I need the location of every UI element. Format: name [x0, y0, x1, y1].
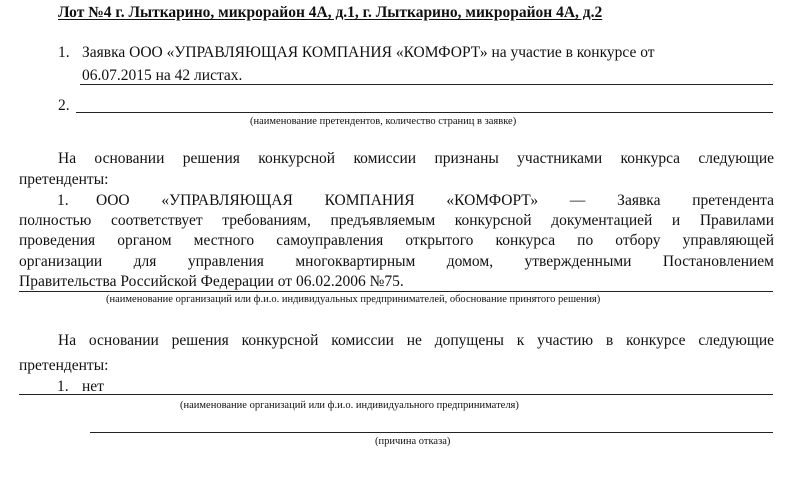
admitted-intro-line-2: претенденты:: [19, 171, 109, 188]
rejected-item-value: нет: [82, 378, 104, 395]
lot-title: Лот №4 г. Лыткарино, микрорайон 4А, д.1, г. Лыткарино, микрорайон 4А, д.2: [58, 4, 603, 21]
admitted-intro-line-1: На основании решения конкурсной комиссии признаны участниками конкурса следующие: [58, 150, 774, 167]
rejected-name-underline: [19, 394, 773, 395]
application-2-underline: [76, 112, 773, 113]
rejected-name-caption: (наименование организаций или ф.и.о. индивидуального предпринимателя): [180, 400, 519, 411]
application-2-number: 2.: [58, 97, 70, 114]
admitted-underline: [19, 291, 773, 292]
admitted-item-line-5: Правительства Российской Федерации от 06.02.2006 №75.: [19, 273, 404, 290]
application-1-line-2: 06.07.2015 на 42 листах.: [82, 67, 243, 84]
rejected-reason-caption: (причина отказа): [375, 436, 451, 447]
application-1-line-1: Заявка ООО «УПРАВЛЯЮЩАЯ КОМПАНИЯ «КОМФОРТ» на участие в конкурсе от: [82, 44, 655, 61]
rejected-reason-underline: [90, 432, 773, 433]
application-1-underline: [80, 84, 773, 85]
rejected-intro-line-1: На основании решения конкурсной комиссии не допущены к участию в конкурсе следующие: [58, 332, 774, 349]
admitted-item-line-1: ООО «УПРАВЛЯЮЩАЯ КОМПАНИЯ «КОМФОРТ» — Заявка претендента: [96, 192, 774, 209]
admitted-caption: (наименование организаций или ф.и.о. индивидуальных предпринимателей, обоснование принятого решения): [106, 294, 601, 305]
admitted-item-line-4: организации для управления многоквартирным домом, утвержденными Постановлением: [19, 253, 774, 270]
admitted-item-line-2: полностью соответствует требованиям, предъявляемым конкурсной документацией и Правилами: [19, 212, 774, 229]
applications-caption: (наименование претендентов, количество страниц в заявке): [250, 116, 517, 127]
rejected-intro-line-2: претенденты:: [19, 357, 109, 374]
admitted-item-number: 1.: [57, 192, 69, 209]
application-1-number: 1.: [58, 44, 70, 61]
rejected-item-number: 1.: [57, 378, 69, 395]
admitted-item-line-3: проведения органом местного самоуправления открытого конкурса по отбору управляющей: [19, 232, 774, 249]
